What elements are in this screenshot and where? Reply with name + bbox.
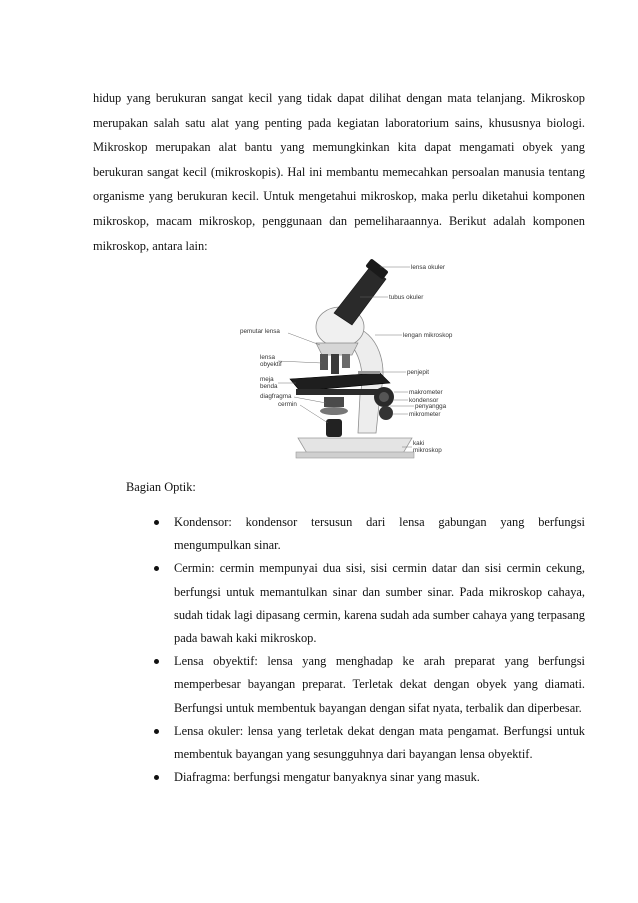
bullet-icon (154, 659, 159, 664)
list-item-text: Lensa obyektif: lensa yang menghadap ke arah preparat yang berfungsi memperbesar bayangan preparat. Terletak dekat dengan obyek yang diamati. Berfungsi untuk membentuk bayangan dengan sifat nyata, terbalik dan diperbesar. (174, 654, 585, 715)
label-kondensor: kondensor (409, 397, 439, 404)
bullet-icon (154, 520, 159, 525)
label-lensa: lensa (260, 354, 276, 361)
label-makrometer: makrometer (409, 389, 443, 396)
label-mikroskop: mikroskop (413, 447, 442, 454)
label-meja: meja (260, 376, 274, 383)
intro-paragraph: hidup yang berukuran sangat kecil yang tidak dapat dilihat dengan mata telanjang. Mikroskop merupakan salah satu alat yang penting pada kegiatan laboratorium sains, khususnya biologi. Mikroskop merupakan alat bantu yang memungkinkan kita dapat mengamati obyek yang berukuran sangat kecil (mikroskopis). Hal ini membantu memecahkan persoalan manusia tentang organisme yang berukuran kecil. Untuk mengetahui mikroskop, maka perlu diketahui komponen mikroskop, macam mikroskop, penggunaan dan pemeliharaannya. Berikut adalah komponen mikroskop, antara lain: (93, 91, 585, 253)
microscope-diagram (230, 255, 470, 465)
label-lengan-mikroskop: lengan mikroskop (403, 332, 453, 339)
list-item (148, 511, 585, 557)
list-item (148, 557, 585, 650)
bullet-icon (154, 566, 159, 571)
section-title: Bagian Optik: (126, 480, 196, 494)
label-kaki: kaki (413, 440, 425, 447)
list-item (148, 650, 585, 720)
label-pemutar-lensa: pemutar lensa (240, 328, 280, 335)
label-obyektif: obyektif (260, 361, 282, 368)
bullet-icon (154, 775, 159, 780)
label-diagfragma: diagfragma (260, 393, 292, 400)
list-item (148, 766, 585, 789)
optical-parts-list (148, 511, 585, 789)
label-benda: benda (260, 383, 278, 390)
bullet-icon (154, 729, 159, 734)
list-item-text: Kondensor: kondensor tersusun dari lensa gabungan yang berfungsi mengumpulkan sinar. (174, 515, 585, 553)
label-penyangga: penyangga (415, 403, 447, 410)
label-penjepit: penjepit (407, 369, 430, 376)
label-mikrometer: mikrometer (409, 411, 441, 418)
list-item-text: Diafragma: berfungsi mengatur banyaknya sinar yang masuk. (174, 770, 480, 785)
label-cermin: cermin (278, 401, 297, 408)
list-item-text: Cermin: cermin mempunyai dua sisi, sisi cermin datar dan sisi cermin cekung, berfungsi untuk memantulkan sinar dan sumber sinar. Pada mikroskop cahaya, sudah tidak lagi dipasang cermin, karena sudah ada sumber cahaya yang terpasang pada bawah kaki mikroskop. (174, 561, 585, 646)
label-lensa-okuler: lensa okuler (411, 264, 445, 271)
list-item (148, 720, 585, 766)
label-tubus-okuler: tubus okuler (389, 294, 424, 301)
list-item-text: Lensa okuler: lensa yang terletak dekat dengan mata pengamat. Berfungsi untuk membentuk bayangan yang sesungguhnya dari bayangan lensa obyektif. (174, 723, 585, 762)
microscope-figure (230, 255, 470, 465)
